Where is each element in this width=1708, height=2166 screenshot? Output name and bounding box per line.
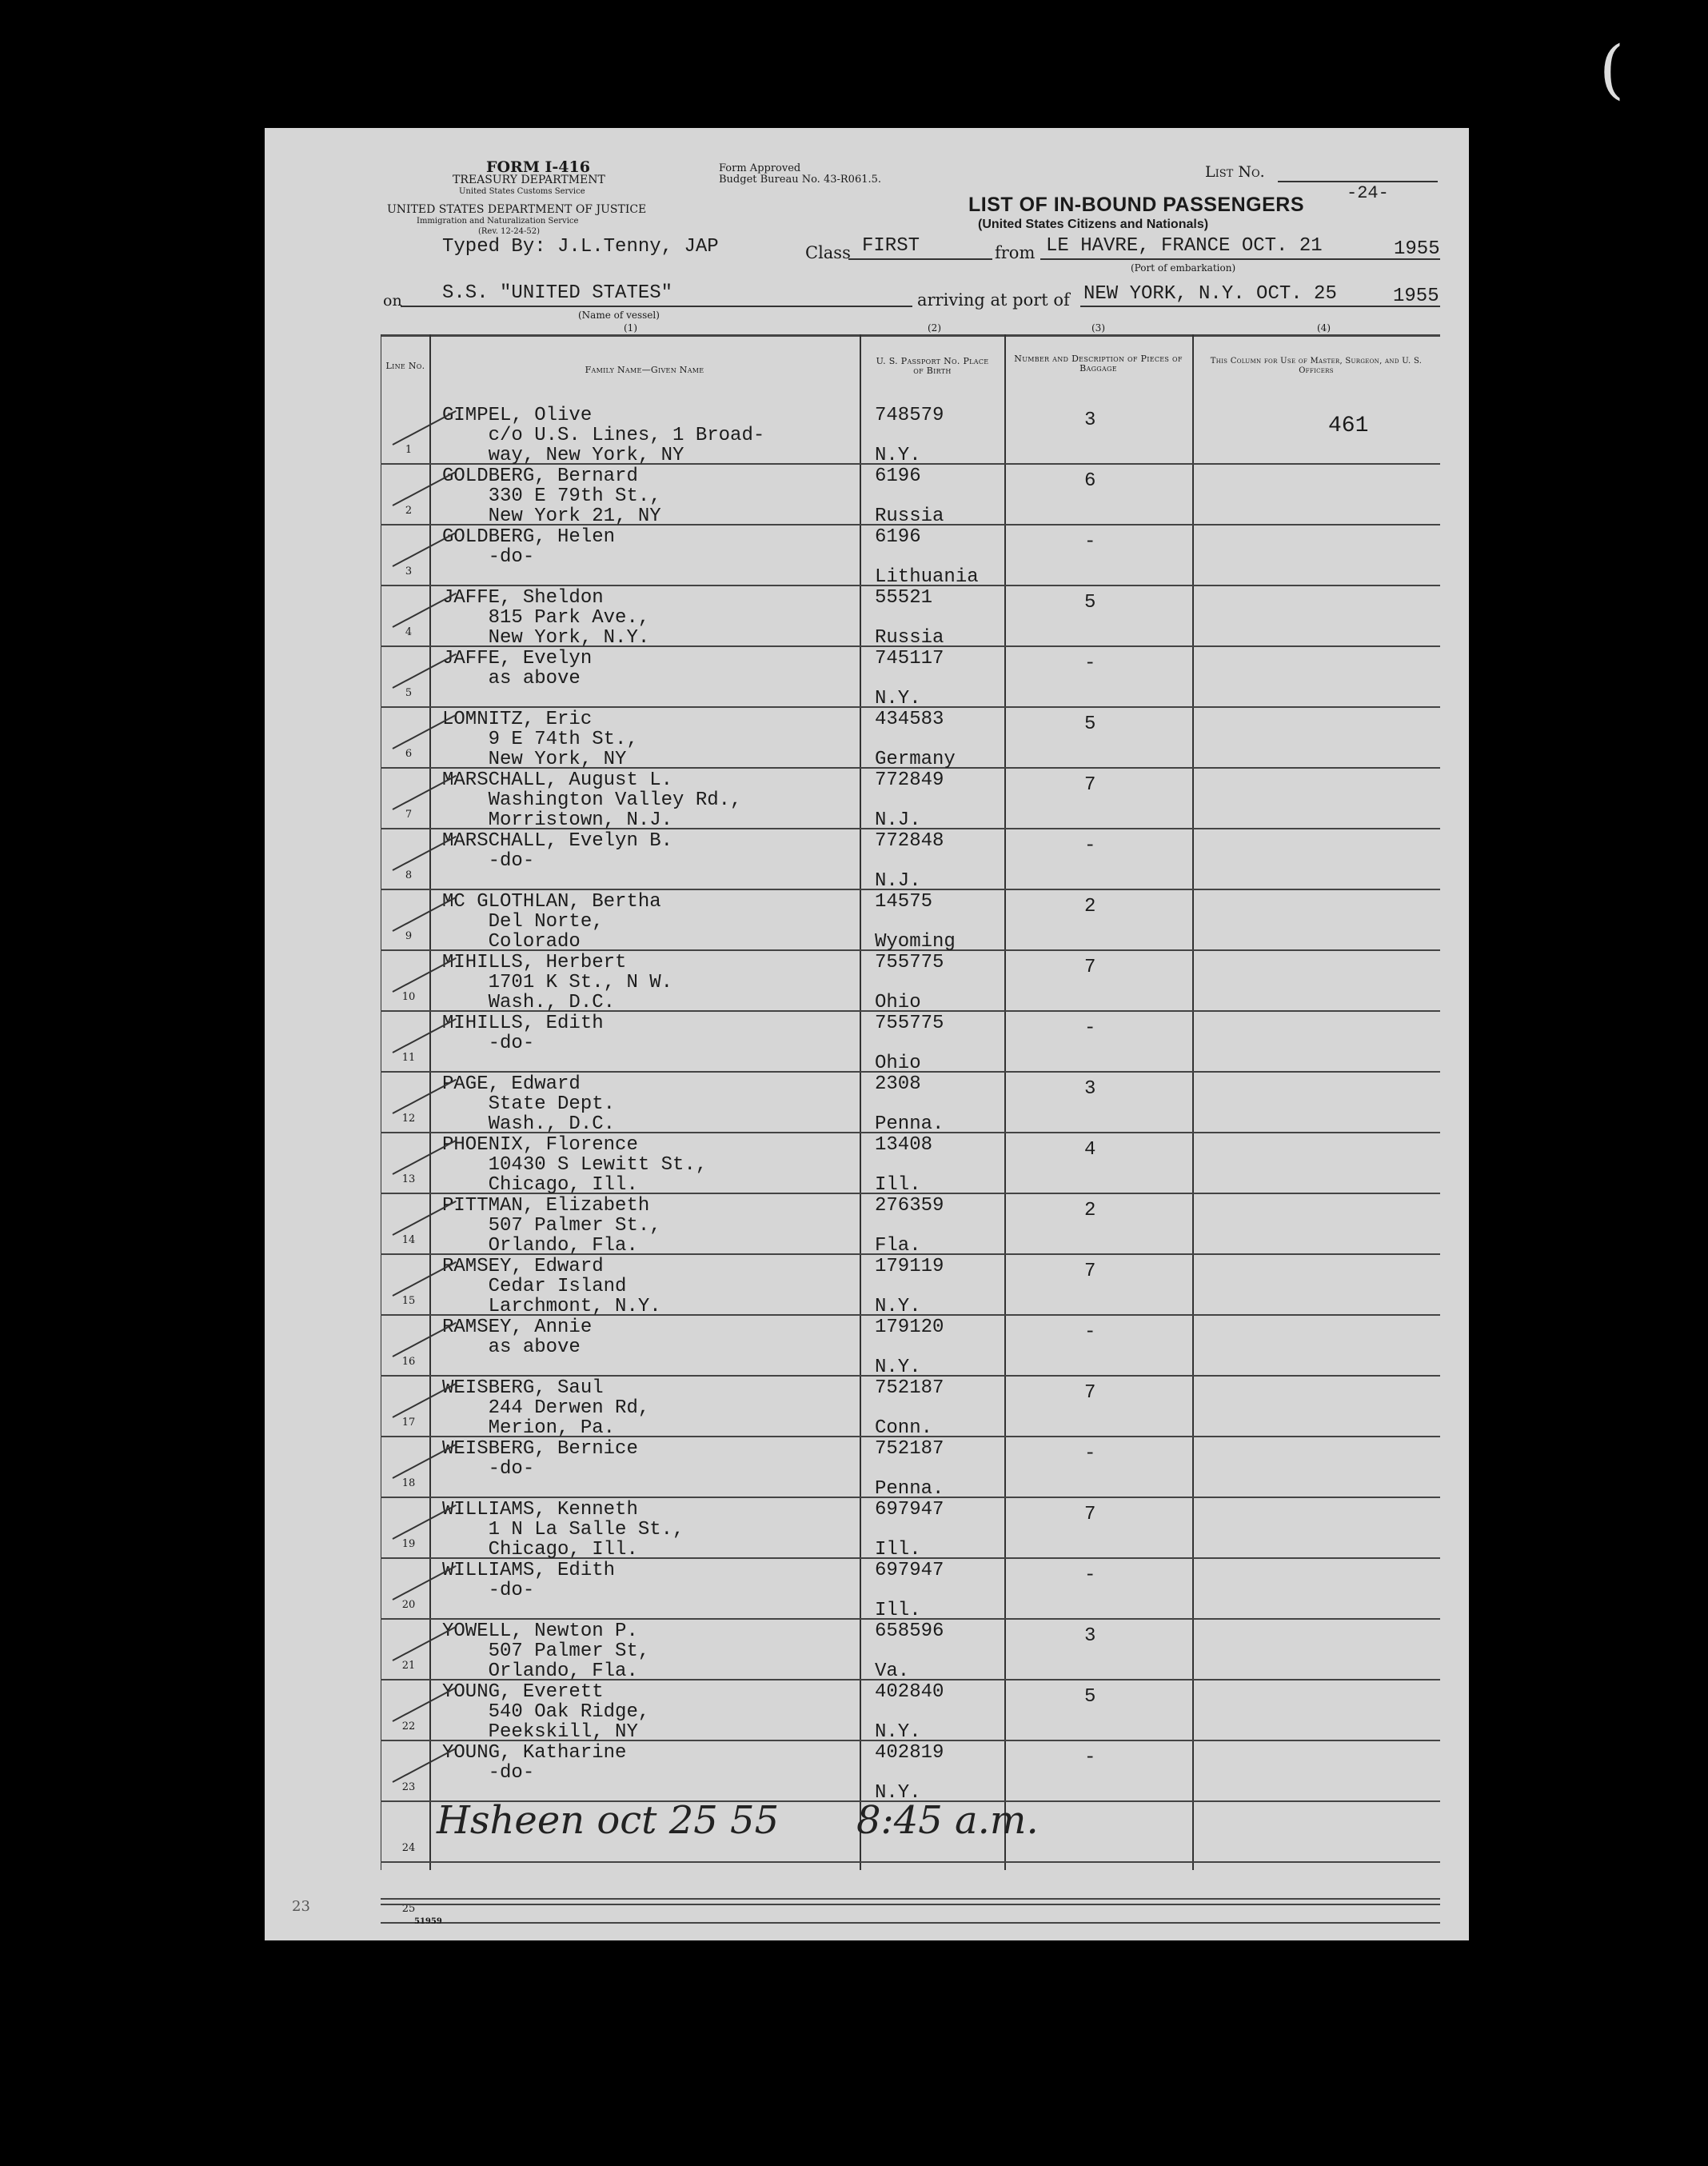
passenger-name: GIMPEL, Olive — [442, 405, 593, 426]
list-number: -24- — [1347, 183, 1389, 203]
line-number: 15 — [401, 1295, 416, 1307]
place-of-birth: N.Y. — [875, 1357, 921, 1378]
passport-number: 697947 — [875, 1560, 944, 1581]
passport-number: 434583 — [875, 709, 944, 730]
place-of-birth: Russia — [875, 627, 944, 649]
page-subtitle: (United States Citizens and Nationals) — [978, 218, 1209, 231]
passenger-address: 244 Derwen Rd, — [442, 1397, 650, 1419]
passenger-name: MARSCHALL, August L. — [442, 769, 673, 791]
header-passport: U. S. Passport No. Place of Birth — [876, 356, 989, 376]
baggage-count: - — [1084, 1321, 1096, 1343]
passenger-address: Orlando, Fla. — [442, 1235, 638, 1257]
passenger-name: WILLIAMS, Kenneth — [442, 1499, 638, 1521]
passport-number: 772848 — [875, 830, 944, 852]
passenger-address: 1 N La Salle St., — [442, 1519, 684, 1541]
line-number: 5 — [405, 687, 413, 699]
passenger-name: YOWELL, Newton P. — [442, 1621, 638, 1642]
line-number: 6 — [405, 748, 413, 760]
baggage-count: - — [1084, 1747, 1096, 1768]
line-number: 1 — [405, 444, 413, 456]
line-number: 10 — [401, 991, 416, 1003]
line-number: 3 — [405, 565, 413, 577]
baggage-count: - — [1084, 1565, 1096, 1586]
class-label: Class — [805, 243, 851, 262]
edge-mark: ( — [1599, 32, 1625, 106]
place-of-birth: N.Y. — [875, 1721, 921, 1743]
line-number: 22 — [401, 1720, 416, 1732]
place-of-birth: N.Y. — [875, 445, 921, 466]
passenger-address: State Dept. — [442, 1093, 616, 1115]
passenger-address: -do- — [442, 1580, 535, 1601]
from-year: 1955 — [1394, 238, 1440, 260]
header-officers: This Column for Use of Master, Surgeon, and U. S. Officers — [1210, 357, 1423, 375]
place-of-birth: Penna. — [875, 1113, 944, 1135]
place-of-birth: N.Y. — [875, 1296, 921, 1317]
place-of-birth: Ohio — [875, 1053, 921, 1074]
baggage-count: 6 — [1084, 470, 1096, 492]
line-number: 18 — [401, 1477, 416, 1489]
line-number: 25 — [401, 1903, 416, 1915]
dept-treasury: TREASURY DEPARTMENT — [453, 174, 605, 186]
passenger-address: -do- — [442, 850, 535, 872]
passenger-address: Wash., D.C. — [442, 992, 616, 1013]
passenger-address: 10430 S Lewitt St., — [442, 1154, 708, 1176]
passenger-address: New York, N.Y. — [442, 627, 650, 649]
from-label: from — [995, 243, 1036, 262]
place-of-birth: Lithuania — [875, 566, 979, 588]
page-title: LIST OF IN-BOUND PASSENGERS — [968, 194, 1305, 216]
passenger-address: -do- — [442, 1458, 535, 1480]
baggage-count: 7 — [1084, 957, 1096, 978]
baggage-count: 4 — [1084, 1139, 1096, 1161]
passenger-address: way, New York, NY — [442, 445, 684, 466]
passenger-address: c/o U.S. Lines, 1 Broad- — [442, 425, 765, 446]
passenger-name: RAMSEY, Edward — [442, 1256, 604, 1277]
arriving-value: NEW YORK, N.Y. OCT. 25 — [1083, 283, 1337, 305]
passenger-name: PHOENIX, Florence — [442, 1134, 638, 1156]
passenger-name: YOUNG, Everett — [442, 1681, 604, 1703]
baggage-count: 2 — [1084, 1200, 1096, 1221]
passport-number: 14575 — [875, 891, 933, 913]
officer-note: 461 — [1328, 414, 1369, 438]
baggage-count: 5 — [1084, 713, 1096, 735]
baggage-count: - — [1084, 1443, 1096, 1465]
arrival-time: 8:45 a.m. — [856, 1798, 1039, 1843]
arriving-year: 1955 — [1393, 286, 1439, 307]
col-num-2: (2) — [928, 322, 941, 334]
passenger-address: Chicago, Ill. — [442, 1539, 638, 1561]
passenger-name: MIHILLS, Edith — [442, 1013, 604, 1034]
passenger-address: Wash., D.C. — [442, 1113, 616, 1135]
baggage-count: 3 — [1084, 1078, 1096, 1100]
passport-number: 755775 — [875, 1013, 944, 1034]
passenger-address: 9 E 74th St., — [442, 729, 638, 750]
passenger-address: Morristown, N.J. — [442, 809, 673, 831]
baggage-count: 5 — [1084, 592, 1096, 613]
baggage-count: 7 — [1084, 774, 1096, 796]
col-num-4: (4) — [1317, 322, 1331, 334]
passenger-address: 507 Palmer St, — [442, 1640, 650, 1662]
line-number: 13 — [401, 1173, 416, 1185]
line-number: 17 — [401, 1417, 416, 1429]
row-divider — [381, 1861, 1440, 1863]
baggage-count: - — [1084, 1017, 1096, 1039]
row-divider — [381, 1922, 1440, 1924]
line-number: 11 — [401, 1052, 416, 1064]
dept-justice: UNITED STATES DEPARTMENT OF JUSTICE — [387, 203, 647, 216]
passenger-name: LOMNITZ, Eric — [442, 709, 593, 730]
baggage-count: 3 — [1084, 410, 1096, 431]
passenger-name: WILLIAMS, Edith — [442, 1560, 616, 1581]
line-number: 14 — [401, 1234, 416, 1246]
passenger-address: Merion, Pa. — [442, 1417, 616, 1439]
line-number: 24 — [401, 1842, 416, 1854]
passport-number: 658596 — [875, 1621, 944, 1642]
budget-bureau: Budget Bureau No. 43-R061.5. — [719, 174, 882, 186]
passenger-address: 330 E 79th St., — [442, 486, 661, 507]
baggage-count: 3 — [1084, 1625, 1096, 1647]
place-of-birth: N.Y. — [875, 688, 921, 709]
place-of-birth: Conn. — [875, 1417, 933, 1439]
passport-number: 748579 — [875, 405, 944, 426]
header-baggage: Number and Description of Pieces of Baggage — [1014, 354, 1183, 374]
passenger-address: 507 Palmer St., — [442, 1215, 661, 1237]
passenger-name: MIHILLS, Herbert — [442, 952, 627, 973]
passenger-name: GOLDBERG, Bernard — [442, 466, 638, 487]
line-number: 8 — [405, 869, 413, 881]
arriving-label: arriving at port of — [917, 290, 1070, 310]
passport-number: 179120 — [875, 1317, 944, 1338]
passport-number: 13408 — [875, 1134, 933, 1156]
passenger-name: PAGE, Edward — [442, 1073, 581, 1095]
class-value: FIRST — [862, 235, 920, 257]
passport-number: 752187 — [875, 1377, 944, 1399]
passport-number: 772849 — [875, 769, 944, 791]
passenger-address: 815 Park Ave., — [442, 607, 650, 629]
place-of-birth: Va. — [875, 1660, 910, 1682]
passport-number: 55521 — [875, 587, 933, 609]
passenger-name: WEISBERG, Saul — [442, 1377, 604, 1399]
footer-code: 51959 — [414, 1917, 442, 1926]
place-of-birth: N.J. — [875, 870, 921, 892]
passenger-address: Washington Valley Rd., — [442, 789, 742, 811]
passenger-name: RAMSEY, Annie — [442, 1317, 593, 1338]
passport-number: 745117 — [875, 648, 944, 669]
passenger-address: Larchmont, N.Y. — [442, 1296, 661, 1317]
baggage-count: 7 — [1084, 1261, 1096, 1282]
line-number: 2 — [405, 505, 413, 517]
from-value: LE HAVRE, FRANCE OCT. 21 — [1046, 235, 1323, 257]
form-number: FORM I-416 — [486, 158, 590, 176]
place-of-birth: Penna. — [875, 1478, 944, 1500]
line-number: 20 — [401, 1599, 416, 1611]
passenger-address: -do- — [442, 546, 535, 568]
vessel-name: S.S. "UNITED STATES" — [442, 282, 673, 304]
passport-number: 6196 — [875, 466, 921, 487]
line-number: 19 — [401, 1538, 416, 1550]
header-line-no: Line No. — [385, 361, 425, 371]
line-number: 7 — [405, 809, 413, 821]
list-no-label: List No. — [1205, 163, 1265, 181]
place-of-birth: Ohio — [875, 992, 921, 1013]
revision: (Rev. 12-24-52) — [478, 227, 541, 236]
passenger-address: 540 Oak Ridge, — [442, 1701, 650, 1723]
passport-number: 402840 — [875, 1681, 944, 1703]
col-num-1: (1) — [624, 322, 637, 334]
baggage-count: - — [1084, 835, 1096, 857]
passenger-name: MARSCHALL, Evelyn B. — [442, 830, 673, 852]
place-of-birth: Russia — [875, 506, 944, 527]
passenger-name: YOUNG, Katharine — [442, 1742, 627, 1764]
line-number: 4 — [405, 626, 413, 638]
passenger-address: Del Norte, — [442, 911, 604, 933]
passport-number: 402819 — [875, 1742, 944, 1764]
passenger-address: Cedar Island — [442, 1276, 627, 1297]
passport-number: 179119 — [875, 1256, 944, 1277]
port-embark-caption: (Port of embarkation) — [1131, 262, 1236, 274]
passport-number: 2308 — [875, 1073, 921, 1095]
place-of-birth: Wyoming — [875, 931, 956, 953]
place-of-birth: Ill. — [875, 1539, 921, 1561]
line-number: 21 — [401, 1660, 416, 1672]
passenger-address: as above — [442, 668, 581, 689]
passenger-address: New York, NY — [442, 749, 627, 770]
passport-number: 752187 — [875, 1438, 944, 1460]
typed-by: Typed By: J.L.Tenny, JAP — [442, 236, 719, 258]
baggage-count: 7 — [1084, 1382, 1096, 1404]
line-number: 12 — [401, 1113, 416, 1125]
passport-number: 6196 — [875, 526, 921, 548]
vessel-caption: (Name of vessel) — [578, 310, 660, 321]
passenger-address: -do- — [442, 1033, 535, 1054]
passenger-address: -do- — [442, 1762, 535, 1784]
baggage-count: 7 — [1084, 1504, 1096, 1525]
header-name: Family Name—Given Name — [585, 365, 704, 375]
line-number: 16 — [401, 1356, 416, 1368]
passenger-address: Chicago, Ill. — [442, 1174, 638, 1196]
officer-signature: Hsheen oct 25 55 — [437, 1798, 780, 1843]
passenger-name: MC GLOTHLAN, Bertha — [442, 891, 661, 913]
corner-mark: 23 — [292, 1898, 310, 1915]
passenger-name: JAFFE, Sheldon — [442, 587, 604, 609]
dept-treasury-sub: United States Customs Service — [459, 187, 585, 196]
place-of-birth: Germany — [875, 749, 956, 770]
place-of-birth: N.Y. — [875, 1782, 921, 1804]
place-of-birth: N.J. — [875, 809, 921, 831]
line-number: 23 — [401, 1781, 416, 1793]
form-approved: Form Approved — [719, 162, 801, 174]
form-sheet — [265, 128, 1469, 1940]
passenger-name: PITTMAN, Elizabeth — [442, 1195, 650, 1217]
baggage-count: 5 — [1084, 1686, 1096, 1708]
passenger-name: JAFFE, Evelyn — [442, 648, 593, 669]
passenger-address: New York 21, NY — [442, 506, 661, 527]
passenger-name: WEISBERG, Bernice — [442, 1438, 638, 1460]
passenger-address: Peekskill, NY — [442, 1721, 638, 1743]
passenger-address: 1701 K St., N W. — [442, 972, 673, 993]
place-of-birth: Fla. — [875, 1235, 921, 1257]
line-number: 9 — [405, 930, 413, 942]
place-of-birth: Ill. — [875, 1174, 921, 1196]
passenger-address: Colorado — [442, 931, 581, 953]
passenger-name: GOLDBERG, Helen — [442, 526, 616, 548]
passenger-address: Orlando, Fla. — [442, 1660, 638, 1682]
passenger-address: as above — [442, 1337, 581, 1358]
passport-number: 697947 — [875, 1499, 944, 1521]
baggage-count: 2 — [1084, 896, 1096, 917]
passport-number: 755775 — [875, 952, 944, 973]
place-of-birth: Ill. — [875, 1600, 921, 1621]
col-num-3: (3) — [1091, 322, 1105, 334]
passport-number: 276359 — [875, 1195, 944, 1217]
baggage-count: - — [1084, 653, 1096, 674]
on-label: on — [383, 292, 402, 310]
baggage-count: - — [1084, 531, 1096, 553]
dept-justice-sub: Immigration and Naturalization Service — [417, 217, 579, 226]
